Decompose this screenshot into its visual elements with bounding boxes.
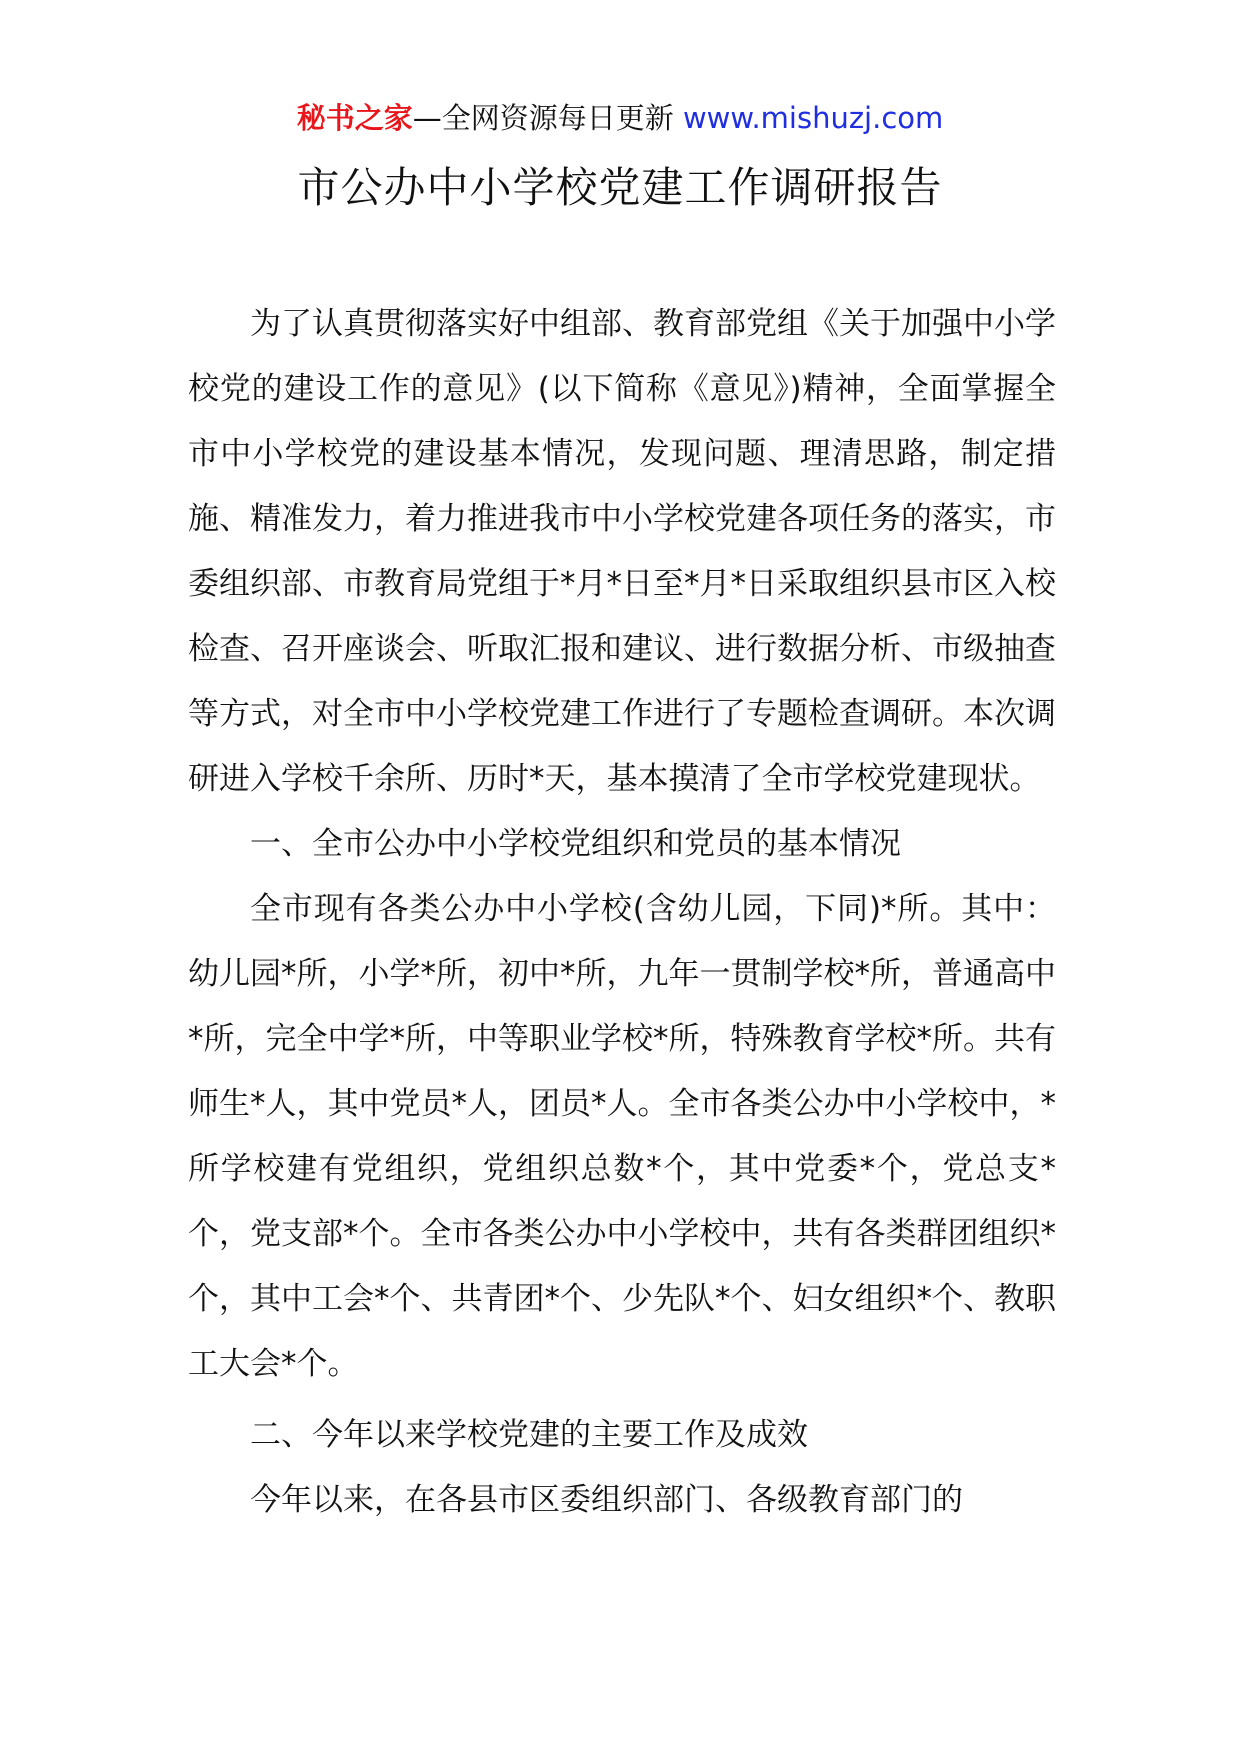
section-heading-2: 二、今年以来学校党建的主要工作及成效 [250,1417,808,1453]
document-title: 市公办中小学校党建工作调研报告 [297,163,943,212]
section-heading-1: 一、全市公办中小学校党组织和党员的基本情况 [250,826,901,862]
site-tagline: —全网资源每日更新 [412,101,674,135]
brand-name: 秘书之家 [296,101,413,135]
section-2-paragraph: 今年以来，在各县市区委组织部门、各级教育部门的 [250,1482,963,1518]
document-body [188,292,1056,1533]
site-header [0,98,1240,138]
site-url-link[interactable]: www.mishuzj.com [682,101,944,135]
section-1-paragraph: 全市现有各类公办中小学校(含幼儿园，下同)*所。其中：幼儿园*所，小学*所，初中*所，九年一贯制学校*所，普通高中*所，完全中学*所，中等职业学校*所，特殊教育学校*所。共有师生*人，其中党员*人，团员*人。全市各类公办中小学校中，*所学校建有党组织，党组织总数*个，其中党委*个，党总支*个，党支部*个。全市各类公办中小学校中，共有各类群团组织*个，其中工会*个、共青团*个、少先队*个、妇女组织*个、教职工大会*个。 [188,891,1056,1382]
intro-paragraph: 为了认真贯彻落实好中组部、教育部党组《关于加强中小学校党的建设工作的意见》(以下简称《意见》)精神，全面掌握全市中小学校党的建设基本情况，发现问题、理清思路，制定措施、精准发力，着力推进我市中小学校党建各项任务的落实，市委组织部、市教育局党组于*月*日至*月*日采取组织县市区入校检查、召开座谈会、听取汇报和建议、进行数据分析、市级抽查等方式，对全市中小学校党建工作进行了专题检查调研。本次调研进入学校千余所、历时*天，基本摸清了全市学校党建现状。 [188,306,1056,797]
